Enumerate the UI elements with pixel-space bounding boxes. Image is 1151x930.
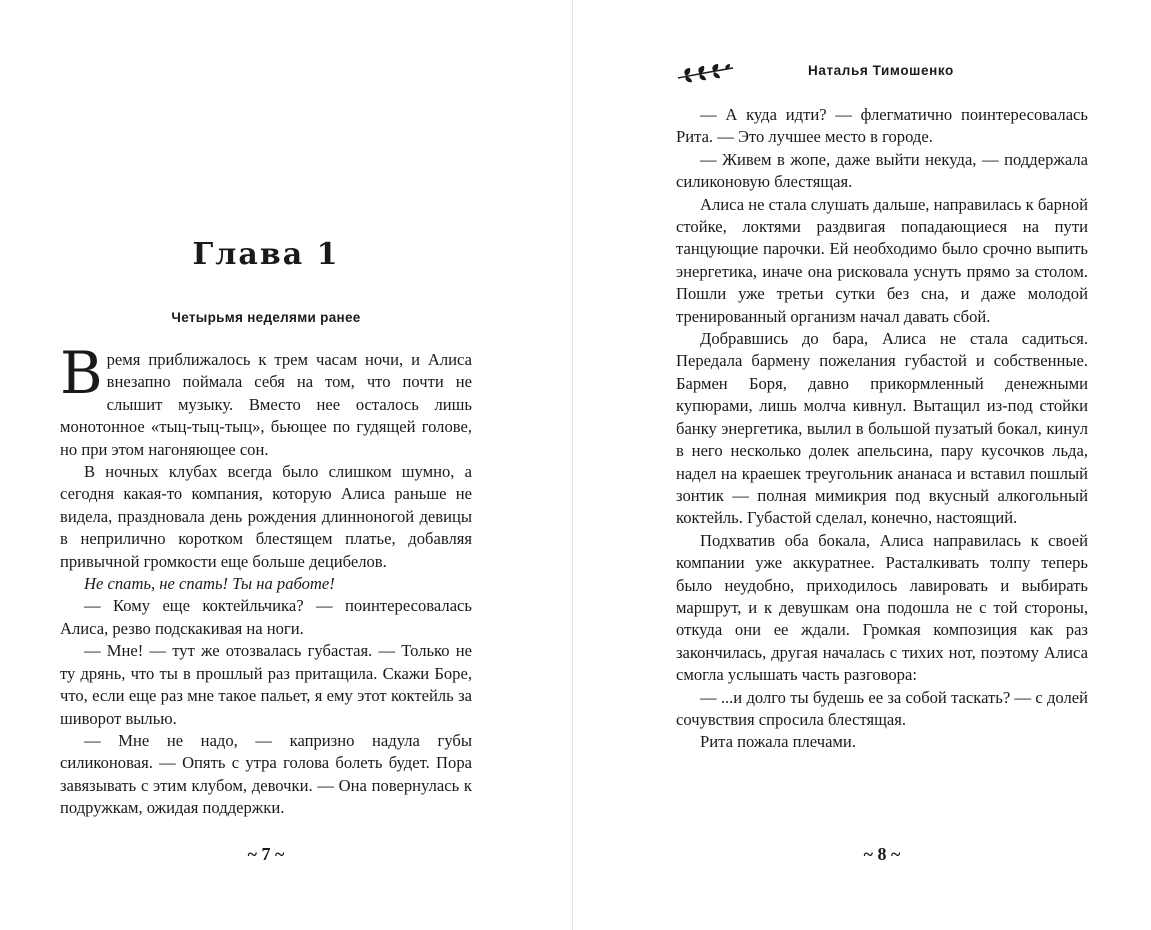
- page-gutter: [572, 0, 573, 930]
- paragraph: Рита пожала плечами.: [700, 732, 856, 752]
- leaf-ornament-icon: [676, 62, 736, 84]
- paragraph: — Кому еще коктейльчика? — поинтересовалась Алиса, резво подскакивая на ноги.: [60, 596, 472, 638]
- right-page: [676, 0, 1088, 930]
- drop-cap: В: [60, 339, 103, 407]
- paragraph: Добравшись до бара, Алиса не стала садиться. Передала бармену пожелания губастой и собственные. Бармен Боря, давно прикормленный денежными купюрами, лишь молча кивнул. Вытащил из-под стойки банку энергетика, вылил в большой пузатый бокал, кинул в него несколько долек апельсина, пару кусочков льда, надел на краешек треугольник ананаса и вставил пошлый зонтик — полная мимикрия под вкусный алкогольный коктейль. Губастой сделал, конечно, настоящий.: [676, 329, 1088, 528]
- paragraph: — Мне! — тут же отозвалась губастая. — Только не ту дрянь, что ты в прошлый раз притащила. Скажи Боре, что, если еще раз мне такое пальет, я ему этот коктейль за шиворот вылью.: [60, 641, 472, 728]
- page-number: ~ 8 ~: [863, 844, 901, 864]
- paragraph: — А куда идти? — флегматично поинтересовалась Рита. — Это лучшее место в городе.: [676, 105, 1088, 147]
- paragraph: Подхватив оба бокала, Алиса направилась к своей компании уже аккуратнее. Расталкивать толпу теперь было неудобно, приходилось лавировать и выбирать маршрут, и к девушкам она подошла не с той стороны, откуда они ее ждали. Громкая композиция как раз закончилась, другая началась с тихих нот, поэтому Алиса смогла услышать часть разговора:: [676, 530, 1088, 685]
- right-page-text: [676, 104, 1088, 754]
- chapter-subtitle: Четырьмя неделями ранее: [171, 310, 361, 325]
- paragraph: В ночных клубах всегда было слишком шумно, а сегодня какая-то компания, которую Алиса раньше не видела, праздновала день рождения длинноногой девицы в неприлично коротком блестящем платье, добавляя привычной громкости еще больше децибелов.: [60, 462, 472, 571]
- page-number: ~ 7 ~: [247, 844, 285, 864]
- chapter-title: Глава 1: [192, 237, 340, 272]
- paragraph-italic: Не спать, не спать! Ты на работе!: [84, 574, 335, 594]
- paragraph: [60, 339, 472, 461]
- paragraph-text: ремя приближалось к трем часам ночи, и Алиса внезапно поймала себя на том, что почти не слышит музыку. Вместо нее осталось лишь монотонное «тыц-тыц-тыц», бьющее по гудящей голове, но при этом нагоняющее сон.: [60, 350, 472, 459]
- paragraph: — Живем в жопе, даже выйти некуда, — поддержала силиконовую блестящая.: [676, 149, 1088, 192]
- running-head: [676, 62, 1088, 84]
- paragraph: Алиса не стала слушать дальше, направилась к барной стойке, локтями раздвигая попадающиеся на пути танцующие парочки. Ей необходимо было срочно выпить энергетика, иначе она рисковала уснуть прямо за столом. Пошли уже третьи сутки без сна, и даже молодой тренированный организм начал давать сбой.: [676, 194, 1088, 326]
- paragraph: — ...и долго ты будешь ее за собой таскать? — с долей сочувствия спросила блестящая.: [676, 687, 1088, 729]
- paragraph: — Мне не надо, — капризно надула губы силиконовая. — Опять с утра голова болеть будет. Пора завязывать с этим клубом, девочки. — Она повернулась к подружкам, ожидая поддержки.: [60, 730, 472, 818]
- author-name: Наталья Тимошенко: [808, 63, 954, 78]
- left-page-text: [60, 339, 472, 820]
- left-page: [60, 0, 472, 930]
